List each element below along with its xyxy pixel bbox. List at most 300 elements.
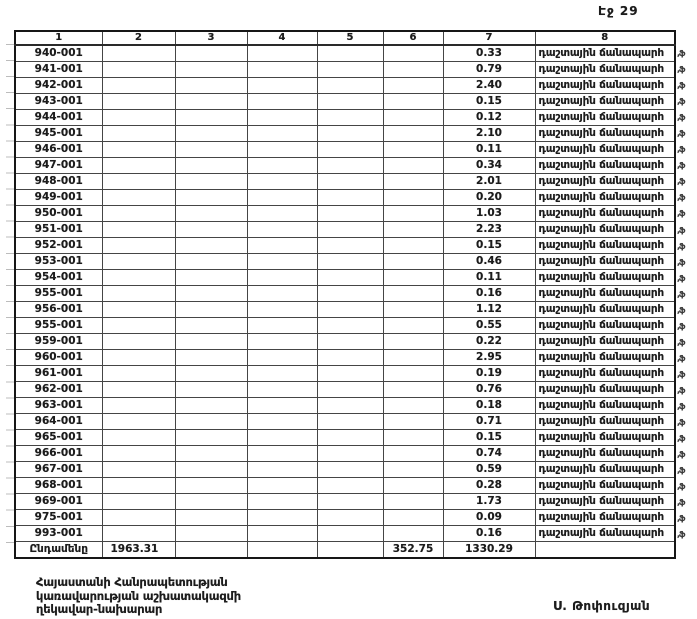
cell-col2 bbox=[102, 142, 175, 158]
cell-col2 bbox=[102, 190, 175, 206]
cell-code: 954-001 bbox=[15, 270, 102, 286]
cell-col4 bbox=[247, 414, 317, 430]
cell-value: 2.23 bbox=[443, 222, 535, 238]
table-row bbox=[15, 270, 675, 286]
cell-col4 bbox=[247, 526, 317, 542]
cell-col5 bbox=[317, 494, 383, 510]
cell-value: 0.76 bbox=[443, 382, 535, 398]
cell-value: 0.22 bbox=[443, 334, 535, 350]
table-row bbox=[15, 526, 675, 542]
margin-mark: ,ֆ bbox=[677, 193, 685, 203]
table-row bbox=[15, 126, 675, 142]
cell-col3 bbox=[175, 302, 247, 318]
cell-col3 bbox=[175, 430, 247, 446]
margin-mark: ,ֆ bbox=[677, 305, 685, 315]
cell-col3 bbox=[175, 318, 247, 334]
table-row bbox=[15, 318, 675, 334]
table-row bbox=[15, 414, 675, 430]
cell-code: 975-001 bbox=[15, 510, 102, 526]
cell-col2 bbox=[102, 286, 175, 302]
cell-value: 0.19 bbox=[443, 366, 535, 382]
cell-col4 bbox=[247, 446, 317, 462]
cell-col4 bbox=[247, 398, 317, 414]
cell-value: 0.11 bbox=[443, 142, 535, 158]
cell-col5 bbox=[317, 510, 383, 526]
cell-code: 960-001 bbox=[15, 350, 102, 366]
cell-col3 bbox=[175, 398, 247, 414]
table-row bbox=[15, 366, 675, 382]
header-col-8: 8 bbox=[535, 31, 675, 45]
cell-col2 bbox=[102, 302, 175, 318]
table-row bbox=[15, 430, 675, 446]
cell-col2 bbox=[102, 238, 175, 254]
total-col2: 1963.31 bbox=[102, 542, 175, 559]
cell-col2 bbox=[102, 526, 175, 542]
table-row bbox=[15, 254, 675, 270]
cell-col6 bbox=[383, 62, 443, 78]
margin-mark: ,ֆ bbox=[677, 113, 685, 123]
cell-col5 bbox=[317, 366, 383, 382]
cell-description: դաշտային ճանապարհ bbox=[535, 206, 675, 222]
cell-code: 965-001 bbox=[15, 430, 102, 446]
cell-col4 bbox=[247, 222, 317, 238]
cell-code: 964-001 bbox=[15, 414, 102, 430]
office-line: կառավարության աշխատակազմի bbox=[36, 588, 241, 603]
cell-value: 2.10 bbox=[443, 126, 535, 142]
cell-code: 953-001 bbox=[15, 254, 102, 270]
margin-mark: ,ֆ bbox=[677, 81, 685, 91]
cell-description: դաշտային ճանապարհ bbox=[535, 270, 675, 286]
table-row bbox=[15, 222, 675, 238]
cell-col6 bbox=[383, 238, 443, 254]
table-row bbox=[15, 510, 675, 526]
cell-col6 bbox=[383, 94, 443, 110]
cell-col5 bbox=[317, 238, 383, 254]
cell-value: 0.15 bbox=[443, 94, 535, 110]
cell-col4 bbox=[247, 318, 317, 334]
cell-col2 bbox=[102, 510, 175, 526]
cell-col6 bbox=[383, 174, 443, 190]
margin-mark: ,ֆ bbox=[677, 434, 685, 444]
header-col-5: 5 bbox=[317, 31, 383, 45]
margin-mark: ,ֆ bbox=[677, 177, 685, 187]
cell-col3 bbox=[175, 78, 247, 94]
table-row bbox=[15, 494, 675, 510]
cell-value: 0.16 bbox=[443, 526, 535, 542]
margin-mark: ,ֆ bbox=[677, 241, 685, 251]
cell-col5 bbox=[317, 222, 383, 238]
margin-mark: ,ֆ bbox=[677, 353, 685, 363]
cell-col2 bbox=[102, 382, 175, 398]
cell-col2 bbox=[102, 334, 175, 350]
cell-col6 bbox=[383, 158, 443, 174]
cell-col4 bbox=[247, 126, 317, 142]
margin-mark: ,ֆ bbox=[677, 129, 685, 139]
margin-mark: ,ֆ bbox=[677, 273, 685, 283]
cell-col3 bbox=[175, 110, 247, 126]
cell-col6 bbox=[383, 430, 443, 446]
cell-value: 0.79 bbox=[443, 62, 535, 78]
right-margin-marks bbox=[677, 46, 695, 543]
cell-col4 bbox=[247, 350, 317, 366]
cell-col4 bbox=[247, 494, 317, 510]
cell-col2 bbox=[102, 222, 175, 238]
header-col-6: 6 bbox=[383, 31, 443, 45]
cell-col6 bbox=[383, 350, 443, 366]
cell-col4 bbox=[247, 238, 317, 254]
cell-col4 bbox=[247, 430, 317, 446]
cell-col3 bbox=[175, 126, 247, 142]
cell-col3 bbox=[175, 45, 247, 62]
cell-col6 bbox=[383, 78, 443, 94]
margin-mark: ,ֆ bbox=[677, 49, 685, 58]
cell-col3 bbox=[175, 158, 247, 174]
cell-col3 bbox=[175, 286, 247, 302]
cell-col6 bbox=[383, 366, 443, 382]
cell-code: 949-001 bbox=[15, 190, 102, 206]
cell-col5 bbox=[317, 94, 383, 110]
table-row bbox=[15, 62, 675, 78]
cell-col2 bbox=[102, 494, 175, 510]
cell-code: 940-001 bbox=[15, 45, 102, 62]
table-row bbox=[15, 334, 675, 350]
signatory-name: Ս. Թոփուզյան bbox=[553, 599, 651, 613]
cell-col3 bbox=[175, 206, 247, 222]
cell-col6 bbox=[383, 254, 443, 270]
cell-col2 bbox=[102, 446, 175, 462]
cell-col4 bbox=[247, 174, 317, 190]
cell-code: 948-001 bbox=[15, 174, 102, 190]
cell-col6 bbox=[383, 334, 443, 350]
cell-col5 bbox=[317, 206, 383, 222]
cell-col5 bbox=[317, 174, 383, 190]
cell-col2 bbox=[102, 110, 175, 126]
margin-mark: ,ֆ bbox=[677, 97, 685, 107]
cell-col6 bbox=[383, 142, 443, 158]
margin-mark: ,ֆ bbox=[677, 145, 685, 155]
cell-description: դաշտային ճանապարհ bbox=[535, 526, 675, 542]
cell-code: 941-001 bbox=[15, 62, 102, 78]
cell-description: դաշտային ճանապարհ bbox=[535, 254, 675, 270]
cell-col3 bbox=[175, 334, 247, 350]
cell-col3 bbox=[175, 222, 247, 238]
header-col-4: 4 bbox=[247, 31, 317, 45]
cell-value: 1.03 bbox=[443, 206, 535, 222]
cell-col4 bbox=[247, 382, 317, 398]
margin-mark: ,ֆ bbox=[677, 450, 685, 460]
cell-col5 bbox=[317, 398, 383, 414]
cell-col6 bbox=[383, 206, 443, 222]
cell-col6 bbox=[383, 462, 443, 478]
cell-col3 bbox=[175, 526, 247, 542]
cell-code: 967-001 bbox=[15, 462, 102, 478]
table-row bbox=[15, 174, 675, 190]
total-col7: 1330.29 bbox=[443, 542, 535, 559]
cell-col4 bbox=[247, 510, 317, 526]
margin-mark: ,ֆ bbox=[677, 418, 685, 428]
table-row bbox=[15, 238, 675, 254]
cell-col4 bbox=[247, 478, 317, 494]
cell-col6 bbox=[383, 510, 443, 526]
cell-code: 951-001 bbox=[15, 222, 102, 238]
table-row bbox=[15, 398, 675, 414]
cell-value: 1.73 bbox=[443, 494, 535, 510]
cell-code: 955-001 bbox=[15, 286, 102, 302]
margin-mark: ,ֆ bbox=[677, 321, 685, 331]
cell-description: դաշտային ճանապարհ bbox=[535, 430, 675, 446]
header-col-1: 1 bbox=[15, 31, 102, 45]
cell-col5 bbox=[317, 286, 383, 302]
table-row bbox=[15, 94, 675, 110]
cell-col6 bbox=[383, 222, 443, 238]
cell-description: դաշտային ճանապարհ bbox=[535, 94, 675, 110]
header-row bbox=[15, 31, 675, 45]
cell-col2 bbox=[102, 270, 175, 286]
cell-code: 961-001 bbox=[15, 366, 102, 382]
cell-col4 bbox=[247, 78, 317, 94]
cell-col6 bbox=[383, 270, 443, 286]
total-col6: 352.75 bbox=[383, 542, 443, 559]
margin-mark: ,ֆ bbox=[677, 161, 685, 171]
cell-col3 bbox=[175, 478, 247, 494]
cell-description: դաշտային ճանապարհ bbox=[535, 222, 675, 238]
cell-col4 bbox=[247, 286, 317, 302]
cell-code: 969-001 bbox=[15, 494, 102, 510]
table-row bbox=[15, 350, 675, 366]
cell-value: 0.33 bbox=[443, 45, 535, 62]
cell-col4 bbox=[247, 142, 317, 158]
table-row bbox=[15, 45, 675, 62]
cell-col2 bbox=[102, 62, 175, 78]
cell-col5 bbox=[317, 62, 383, 78]
cell-description: դաշտային ճանապարհ bbox=[535, 366, 675, 382]
cell-col2 bbox=[102, 206, 175, 222]
margin-mark: ,ֆ bbox=[677, 257, 685, 267]
cell-value: 0.59 bbox=[443, 462, 535, 478]
margin-mark: ,ֆ bbox=[677, 225, 685, 235]
cell-col5 bbox=[317, 462, 383, 478]
cell-col4 bbox=[247, 94, 317, 110]
cell-value: 0.11 bbox=[443, 270, 535, 286]
cell-code: 959-001 bbox=[15, 334, 102, 350]
table-body bbox=[15, 45, 675, 542]
total-label: Ընդամենը bbox=[15, 542, 102, 559]
cell-col6 bbox=[383, 398, 443, 414]
cell-value: 2.40 bbox=[443, 78, 535, 94]
margin-mark: ,ֆ bbox=[677, 209, 685, 219]
margin-mark: ,ֆ bbox=[677, 337, 685, 347]
cell-code: 993-001 bbox=[15, 526, 102, 542]
margin-mark: ,ֆ bbox=[677, 289, 685, 299]
cell-col6 bbox=[383, 494, 443, 510]
table-row bbox=[15, 286, 675, 302]
cell-description: դաշտային ճանապարհ bbox=[535, 478, 675, 494]
cell-col2 bbox=[102, 462, 175, 478]
table-footer bbox=[15, 542, 675, 559]
cell-col2 bbox=[102, 45, 175, 62]
cell-description: դաշտային ճանապարհ bbox=[535, 286, 675, 302]
cell-col2 bbox=[102, 318, 175, 334]
cell-description: դաշտային ճանապարհ bbox=[535, 318, 675, 334]
cell-description: դաշտային ճանապարհ bbox=[535, 110, 675, 126]
margin-mark: ,ֆ bbox=[677, 482, 685, 492]
cell-col3 bbox=[175, 254, 247, 270]
cell-code: 966-001 bbox=[15, 446, 102, 462]
cell-col6 bbox=[383, 190, 443, 206]
table-row bbox=[15, 110, 675, 126]
cell-col5 bbox=[317, 270, 383, 286]
cell-description: դաշտային ճանապարհ bbox=[535, 190, 675, 206]
total-col3 bbox=[175, 542, 247, 559]
cell-col5 bbox=[317, 318, 383, 334]
cell-col3 bbox=[175, 382, 247, 398]
margin-mark: ,ֆ bbox=[677, 402, 685, 412]
cell-col4 bbox=[247, 254, 317, 270]
table-row bbox=[15, 78, 675, 94]
cell-col2 bbox=[102, 94, 175, 110]
table-row bbox=[15, 478, 675, 494]
cell-col5 bbox=[317, 334, 383, 350]
cell-value: 0.46 bbox=[443, 254, 535, 270]
table-header bbox=[15, 31, 675, 45]
cell-col4 bbox=[247, 334, 317, 350]
table-row bbox=[15, 302, 675, 318]
cell-col3 bbox=[175, 462, 247, 478]
cell-col2 bbox=[102, 414, 175, 430]
cell-code: 955-001 bbox=[15, 318, 102, 334]
cell-code: 947-001 bbox=[15, 158, 102, 174]
cell-col5 bbox=[317, 45, 383, 62]
header-col-2: 2 bbox=[102, 31, 175, 45]
cell-description: դաշտային ճանապարհ bbox=[535, 78, 675, 94]
cell-col2 bbox=[102, 478, 175, 494]
table-row bbox=[15, 142, 675, 158]
cell-description: դաշտային ճանապարհ bbox=[535, 334, 675, 350]
cell-description: դաշտային ճանապարհ bbox=[535, 302, 675, 318]
cell-code: 950-001 bbox=[15, 206, 102, 222]
cell-col5 bbox=[317, 414, 383, 430]
cell-col3 bbox=[175, 494, 247, 510]
cell-value: 0.16 bbox=[443, 286, 535, 302]
cell-col6 bbox=[383, 446, 443, 462]
margin-mark: ,ֆ bbox=[677, 530, 685, 540]
office-line: Հայաստանի Հանրապետության bbox=[36, 575, 228, 589]
header-col-3: 3 bbox=[175, 31, 247, 45]
cell-col3 bbox=[175, 510, 247, 526]
cell-col2 bbox=[102, 78, 175, 94]
cell-col3 bbox=[175, 270, 247, 286]
margin-mark: ,ֆ bbox=[677, 385, 685, 395]
cell-description: դաշտային ճանապարհ bbox=[535, 126, 675, 142]
cell-col6 bbox=[383, 414, 443, 430]
cell-code: 952-001 bbox=[15, 238, 102, 254]
cell-col5 bbox=[317, 382, 383, 398]
cell-code: 968-001 bbox=[15, 478, 102, 494]
cell-col5 bbox=[317, 110, 383, 126]
cell-col3 bbox=[175, 414, 247, 430]
cell-description: դաշտային ճանապարհ bbox=[535, 174, 675, 190]
cell-code: 942-001 bbox=[15, 78, 102, 94]
cell-col3 bbox=[175, 190, 247, 206]
cell-col5 bbox=[317, 350, 383, 366]
cell-value: 0.18 bbox=[443, 398, 535, 414]
table-row bbox=[15, 206, 675, 222]
cell-description: դաշտային ճանապարհ bbox=[535, 446, 675, 462]
cell-code: 946-001 bbox=[15, 142, 102, 158]
cell-code: 962-001 bbox=[15, 382, 102, 398]
cell-col3 bbox=[175, 62, 247, 78]
cell-value: 0.09 bbox=[443, 510, 535, 526]
cell-col2 bbox=[102, 430, 175, 446]
cell-value: 0.15 bbox=[443, 238, 535, 254]
cell-col4 bbox=[247, 45, 317, 62]
cell-value: 0.55 bbox=[443, 318, 535, 334]
cell-description: դաշտային ճանապարհ bbox=[535, 494, 675, 510]
total-col4 bbox=[247, 542, 317, 559]
cell-code: 943-001 bbox=[15, 94, 102, 110]
cell-col6 bbox=[383, 286, 443, 302]
total-row bbox=[15, 542, 675, 559]
cell-col4 bbox=[247, 206, 317, 222]
cell-col5 bbox=[317, 126, 383, 142]
margin-mark: ,ֆ bbox=[677, 514, 685, 524]
cell-code: 963-001 bbox=[15, 398, 102, 414]
cell-description: դաշտային ճանապարհ bbox=[535, 462, 675, 478]
margin-mark: ,ֆ bbox=[677, 466, 685, 476]
cell-col4 bbox=[247, 158, 317, 174]
cell-col5 bbox=[317, 190, 383, 206]
total-col5 bbox=[317, 542, 383, 559]
cell-col5 bbox=[317, 302, 383, 318]
cell-col2 bbox=[102, 398, 175, 414]
cell-value: 0.12 bbox=[443, 110, 535, 126]
cell-col6 bbox=[383, 45, 443, 62]
cell-col5 bbox=[317, 430, 383, 446]
cell-value: 2.95 bbox=[443, 350, 535, 366]
margin-mark: ,ֆ bbox=[677, 369, 685, 379]
cell-col2 bbox=[102, 174, 175, 190]
cell-description: դաշտային ճանապարհ bbox=[535, 414, 675, 430]
cell-value: 0.34 bbox=[443, 158, 535, 174]
cell-col5 bbox=[317, 142, 383, 158]
issuing-office-block bbox=[36, 576, 241, 617]
cell-description: դաշտային ճանապարհ bbox=[535, 510, 675, 526]
cell-col5 bbox=[317, 254, 383, 270]
cell-col4 bbox=[247, 270, 317, 286]
cell-description: դաշտային ճանապարհ bbox=[535, 142, 675, 158]
cell-col2 bbox=[102, 126, 175, 142]
cell-col2 bbox=[102, 254, 175, 270]
cell-col6 bbox=[383, 382, 443, 398]
road-ledger-table bbox=[14, 30, 676, 559]
cell-col4 bbox=[247, 302, 317, 318]
cell-description: դաշտային ճանապարհ bbox=[535, 350, 675, 366]
cell-col4 bbox=[247, 62, 317, 78]
cell-col4 bbox=[247, 110, 317, 126]
cell-description: դաշտային ճանապարհ bbox=[535, 398, 675, 414]
page-number-label: Էջ 29 bbox=[598, 4, 639, 18]
cell-value: 2.01 bbox=[443, 174, 535, 190]
cell-col6 bbox=[383, 478, 443, 494]
margin-mark: ,ֆ bbox=[677, 65, 685, 75]
cell-col5 bbox=[317, 526, 383, 542]
cell-value: 1.12 bbox=[443, 302, 535, 318]
cell-code: 944-001 bbox=[15, 110, 102, 126]
cell-description: դաշտային ճանապարհ bbox=[535, 158, 675, 174]
cell-description: դաշտային ճանապարհ bbox=[535, 238, 675, 254]
cell-col3 bbox=[175, 446, 247, 462]
total-col8 bbox=[535, 542, 675, 559]
